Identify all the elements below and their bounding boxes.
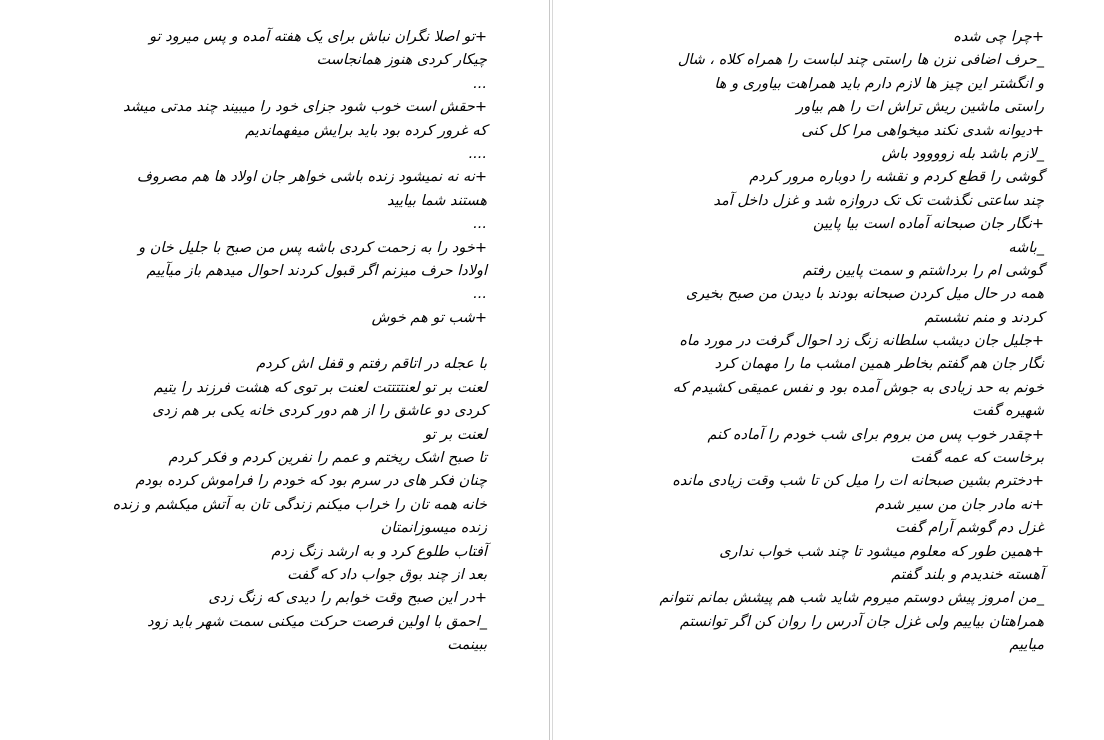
text-line: .... xyxy=(468,145,487,162)
text-line: _احمق با اولین فرصت حرکت میکنی سمت شهر باید زود xyxy=(147,613,487,630)
text-line: با عجله در اتاقم رفتم و قفل اش کردم xyxy=(256,356,487,373)
text-line: نگار جان هم گفتم بخاطر همین امشب ما را مهمان کرد xyxy=(714,356,1044,373)
text-line: +دیوانه شدی نکند میخواهی مرا کل کنی xyxy=(801,122,1044,139)
text-line: غزل دم گوشم آرام گفت xyxy=(895,520,1044,537)
text-line: همه در حال میل کردن صبحانه بودند با دیدن من صبح بخیری xyxy=(685,286,1044,303)
text-line: آفتاب طلوع کرد و به ارشد زنگ زدم xyxy=(271,543,487,560)
text-line: خونم به حد زیادی به جوش آمده بود و نفس عمیقی کشیدم که xyxy=(672,379,1044,396)
left-page xyxy=(0,0,549,740)
text-line: +نه مادر جان من سیر شدم xyxy=(875,496,1044,513)
text-line: +تو اصلا نگران نباش برای یک هفته آمده و پس میرود تو xyxy=(149,29,487,45)
text-line: +نگار جان صبحانه آماده است بیا پایین xyxy=(813,216,1044,233)
text-line: +چقدر خوب پس من بروم برای شب خودم را آماده کنم xyxy=(707,426,1044,443)
text-line: کردند و منم نشستم xyxy=(924,309,1044,326)
text-line: کردی دو عاشق را از هم دور کردی خانه یکی بر هم زدی xyxy=(152,403,487,420)
text-line: اولادا حرف میزنم اگر قبول کردند احوال میدهم باز میآییم xyxy=(146,262,487,279)
text-line: لعنت بر تو xyxy=(424,426,487,443)
text-line: گوشی ام را برداشتم و سمت پایین رفتم xyxy=(802,262,1044,279)
text-line: میاییم xyxy=(1009,637,1044,654)
text-line: +دخترم بشین صبحانه ات را میل کن تا شب وقت زیادی مانده xyxy=(672,473,1044,490)
text-line: و انگشتر این چیز ها لازم دارم باید همراهت بیاوری و ها xyxy=(714,75,1044,92)
text-line: ... xyxy=(473,216,487,233)
text-line: +حقش است خوب شود جزای خود را میبیند چند مدتی میشد xyxy=(123,99,487,116)
text-line: +جلیل جان دیشب سلطانه زنگ زد احوال گرفت در مورد ماه xyxy=(679,333,1044,350)
text-line: +در این صبح وقت خوابم را دیدی که زنگ زدی xyxy=(208,590,487,607)
text-line: _من امروز پیش دوستم میروم شاید شب هم پیشش بمانم نتوانم xyxy=(659,590,1044,607)
text-line: خانه همه تان را خراب میکنم زندگی تان به آتش میکشم و زنده xyxy=(112,496,487,513)
text-line: چند ساعتی نگذشت تک تک دروازه شد و غزل داخل آمد xyxy=(713,192,1044,209)
text-line: +همین طور که معلوم میشود تا چند شب خواب نداری xyxy=(719,543,1044,560)
text-line: ... xyxy=(473,75,487,92)
text-line: ببینمت xyxy=(447,637,487,654)
text-line: هستند شما بیایید xyxy=(387,192,487,209)
text-line: گوشی را قطع کردم و نقشه را دوباره مرور کردم xyxy=(749,169,1044,186)
page-divider xyxy=(549,0,550,740)
text-line: چیکار کردی هنوز همانجاست xyxy=(316,52,487,69)
right-page xyxy=(553,0,1104,740)
text-line: _لازم باشد بله زوووود باش xyxy=(881,145,1044,162)
text-line: لعنت بر تو لعنتتتتت لعنت بر توی که هشت فرزند را یتیم xyxy=(153,379,487,396)
text-line: +شب تو هم خوش xyxy=(371,309,487,326)
text-line: _باشه xyxy=(1008,239,1044,256)
text-line: +نه نه نمیشود زنده باشی خواهر جان اولاد ها هم مصروف xyxy=(136,169,487,186)
text-line: +خود را به زحمت کردی باشه پس من صبح با جلیل خان و xyxy=(138,239,487,256)
left-page-text xyxy=(62,26,487,658)
blank-line xyxy=(62,330,487,353)
text-line: بعد از چند بوق جواب داد که گفت xyxy=(287,566,487,583)
text-line: که غرور کرده بود باید برایش میفهماندیم xyxy=(245,122,487,139)
text-line: ... xyxy=(473,286,487,303)
text-line: راستی ماشین ریش تراش ات را هم بیاور xyxy=(796,99,1044,116)
text-line: آهسته خندیدم و بلند گفتم xyxy=(891,566,1044,583)
text-line: شهیره گفت xyxy=(972,403,1044,420)
text-line: _حرف اضافی نزن ها راستی چند لباست را همراه کلاه ، شال xyxy=(677,52,1044,69)
text-line: زنده میسوزانمتان xyxy=(380,520,487,537)
text-line: چنان فکر های در سرم بود که خودم را فراموش کرده بودم xyxy=(135,473,487,490)
text-line: برخاست که عمه گفت xyxy=(910,450,1044,467)
right-page-text xyxy=(624,26,1044,658)
text-line: +چرا چی شده xyxy=(953,29,1044,45)
text-line: همراهتان بیاییم ولی غزل جان آدرس را روان کن اگر توانستم xyxy=(679,613,1044,630)
text-line: تا صبح اشک ریختم و عمم را نفرین کردم و فکر کردم xyxy=(168,450,487,467)
